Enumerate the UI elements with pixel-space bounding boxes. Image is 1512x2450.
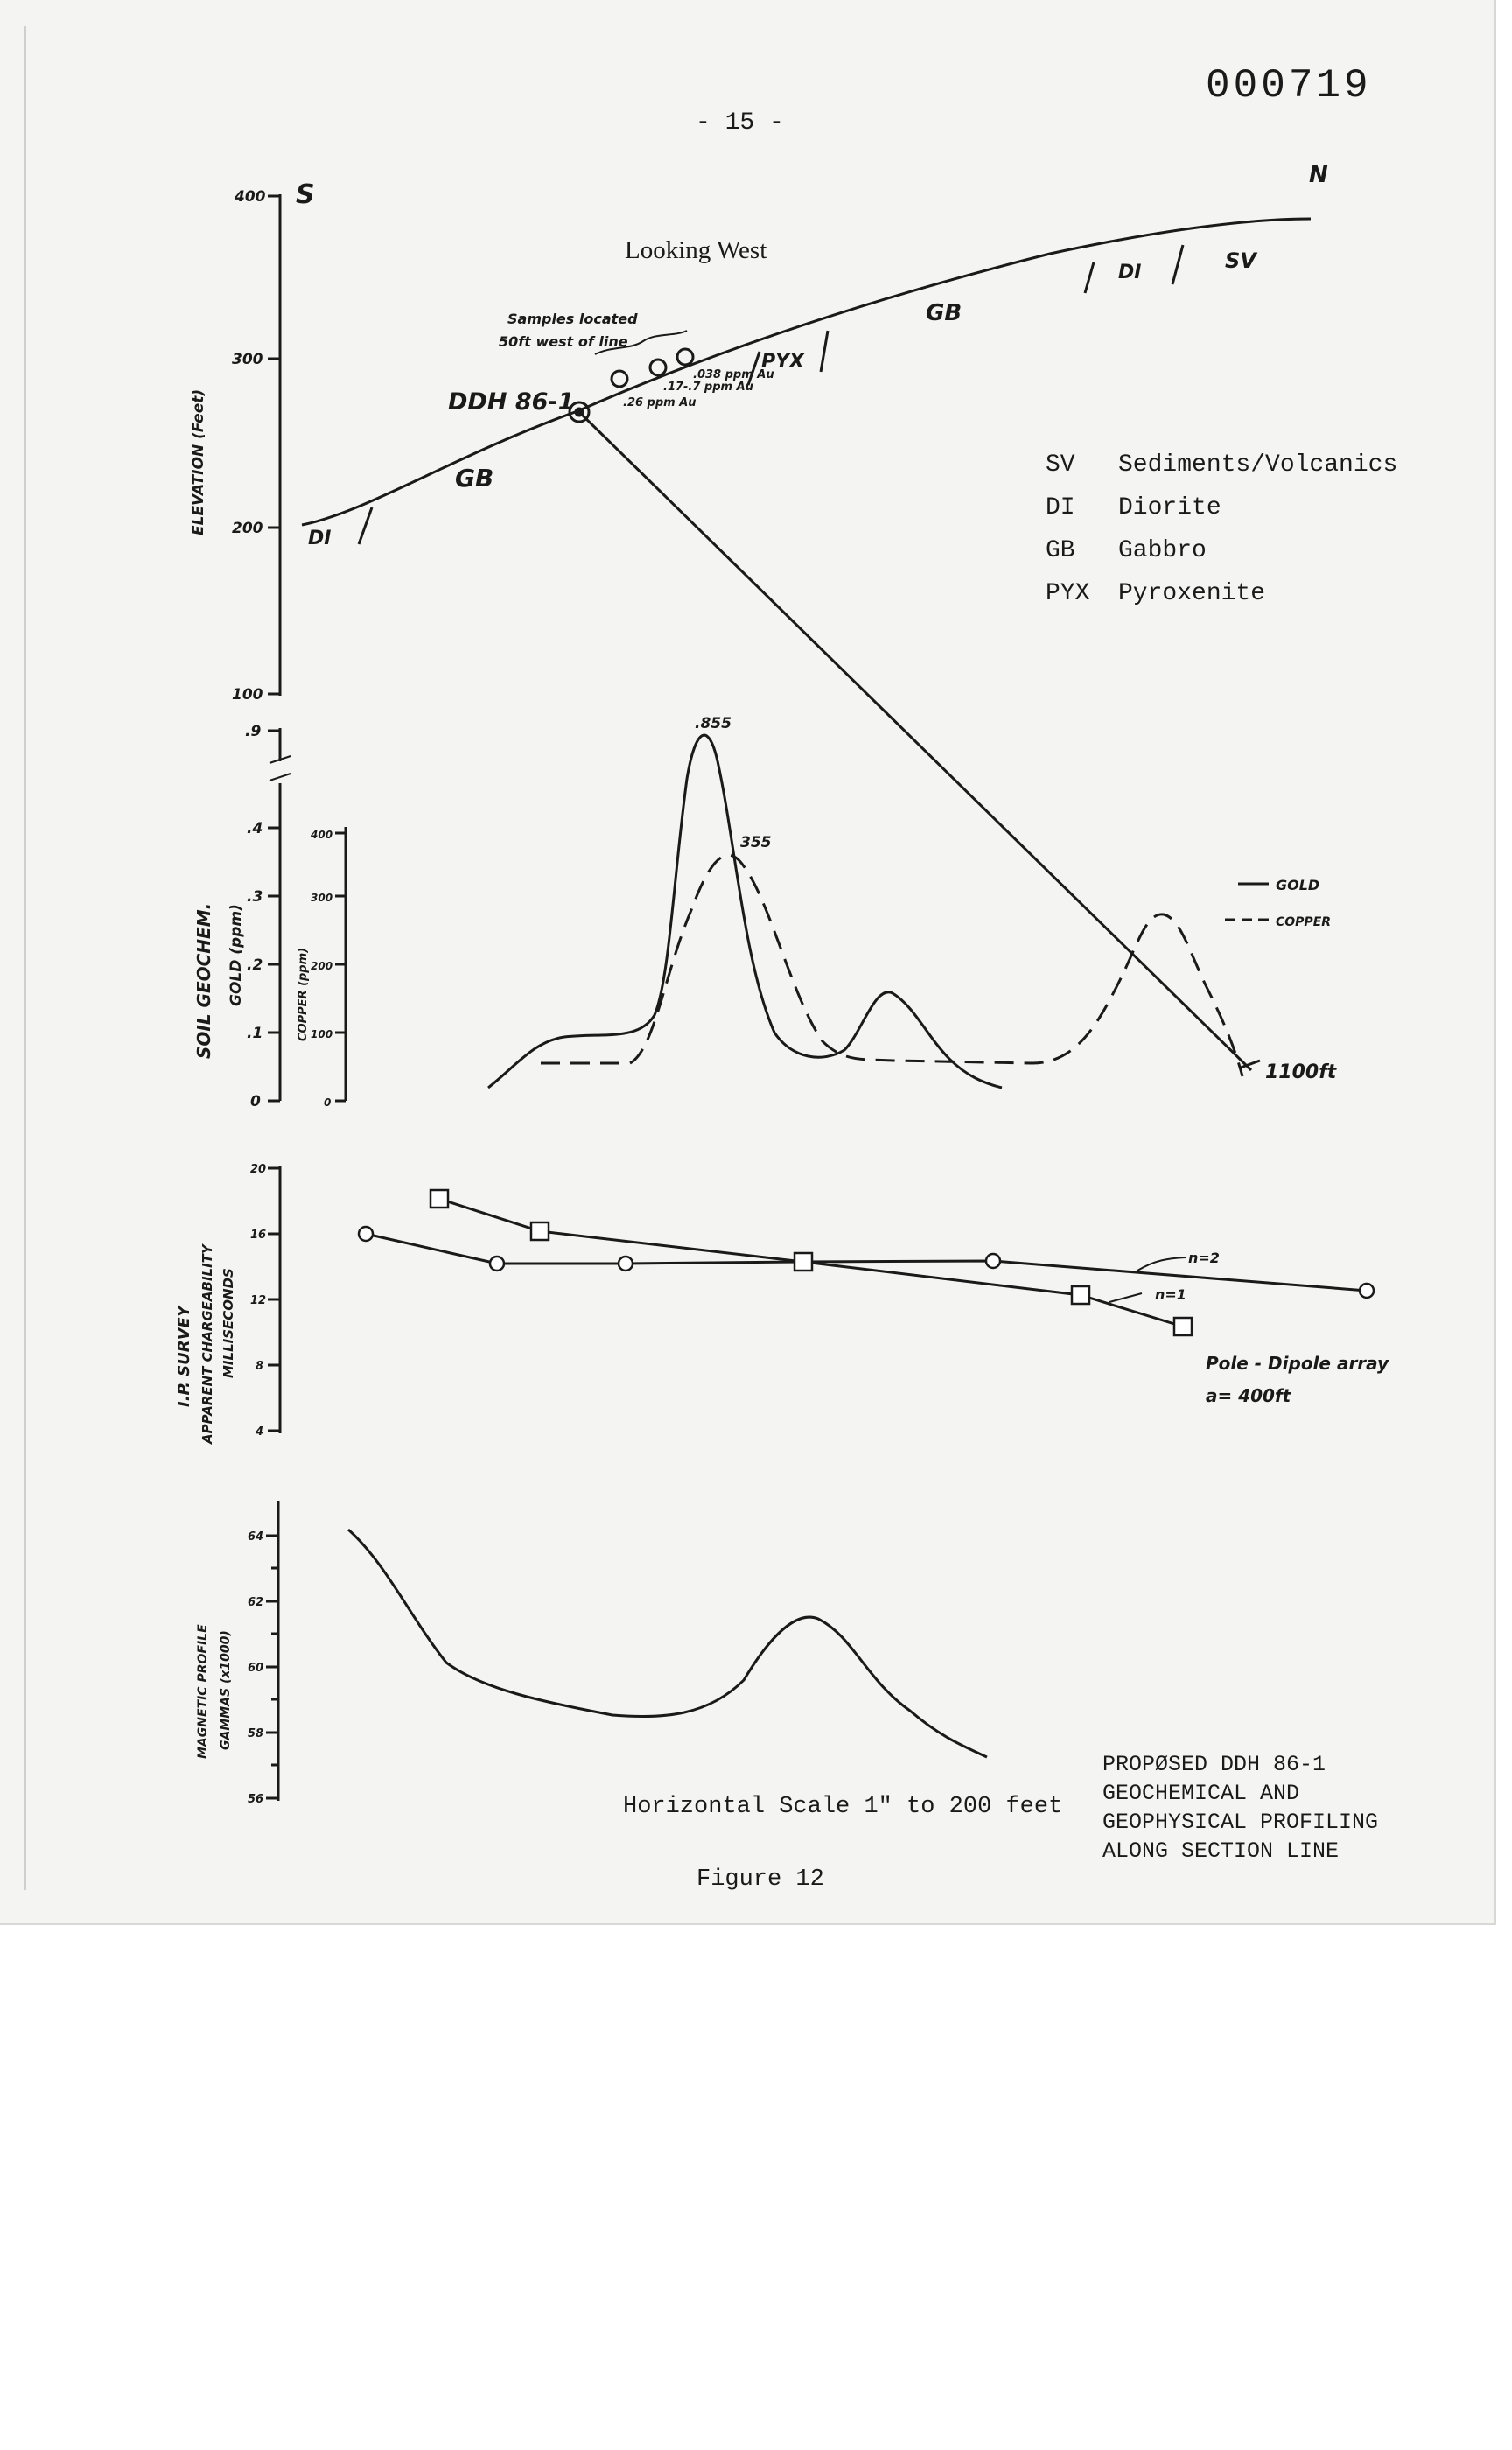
ip-n2-point (490, 1256, 504, 1270)
ip-survey-series (359, 1190, 1374, 1335)
unit-label: DI (1118, 262, 1142, 284)
contact (821, 331, 828, 372)
copper-axis-label: COPPER (ppm) (297, 947, 310, 1041)
soil-title: SOIL GEOCHEM. (193, 902, 214, 1059)
gold-tick-label: .1 (247, 1025, 263, 1042)
collar-marker-inner (576, 409, 583, 416)
legend-name: Gabbro (1118, 537, 1207, 564)
n1-pointer (1110, 1293, 1142, 1302)
ip-n2-point (986, 1254, 1000, 1268)
ip-tick-label: 8 (256, 1360, 264, 1373)
mag-tick-label: 60 (248, 1662, 264, 1675)
copper-tick-label: 300 (311, 892, 333, 904)
axis-break (270, 756, 290, 780)
ground-surface (302, 219, 1311, 525)
ip-survey-labels (175, 1163, 1390, 1445)
copper-tick-label: 100 (311, 1028, 333, 1040)
ip-n1-point (1174, 1318, 1192, 1335)
sample-marker (650, 360, 666, 375)
page-number: - 15 - (696, 109, 784, 136)
legend-copper-label: COPPER (1276, 915, 1332, 929)
gold-tick-label: .9 (245, 723, 262, 740)
legend-name: Diorite (1118, 494, 1222, 522)
array-spacing: a= 400ft (1206, 1385, 1292, 1406)
mag-tick-label: 58 (248, 1727, 264, 1740)
mag-y-label: GAMMAS (x1000) (219, 1630, 233, 1750)
mag-tick-label: 64 (248, 1530, 264, 1544)
samples-note: 50ft west of line (499, 333, 628, 350)
section-y-label: ELEVATION (Feet) (190, 388, 207, 536)
gold-peak-label: .855 (695, 715, 732, 732)
magnetic-labels (196, 1530, 263, 1806)
view-label: Looking West (625, 236, 767, 264)
ip-n2-point (619, 1256, 633, 1270)
gold-tick-label: .4 (247, 820, 263, 837)
ip-n1-point (1072, 1286, 1089, 1304)
copper-series-line (541, 855, 1242, 1076)
ip-tick-label: 16 (250, 1228, 267, 1242)
unit-label: PYX (761, 351, 805, 373)
ip-y-label: MILLISECONDS (220, 1268, 236, 1378)
copper-tick-label: 200 (311, 960, 333, 972)
caption-line: GEOCHEMICAL AND (1102, 1781, 1300, 1806)
drill-hole-trace (579, 412, 1251, 1070)
drill-hole-label: DDH 86-1 (448, 388, 575, 416)
sample-value: .26 ppm Au (623, 396, 696, 410)
section-tick-label: 100 (232, 686, 263, 704)
soil-geochem-series (488, 735, 1269, 1088)
array-note: Pole - Dipole array (1206, 1353, 1390, 1374)
ip-tick-label: 20 (250, 1163, 267, 1176)
samples-note: Samples located (508, 311, 638, 327)
section-tick-label: 300 (232, 351, 263, 368)
ip-y-label: APPARENT CHARGEABILITY (200, 1244, 215, 1444)
mag-y-label: MAGNETIC PROFILE (196, 1624, 210, 1759)
unit-label: DI (308, 528, 332, 550)
section-tick-label: 200 (232, 520, 263, 537)
cross-section-labels (190, 162, 1338, 1083)
legend-code: SV (1046, 452, 1075, 479)
gold-tick-label: .3 (247, 888, 263, 906)
gold-series-line (488, 735, 1002, 1088)
legend-name: Sediments/Volcanics (1118, 452, 1398, 479)
caption-line: GEOPHYSICAL PROFILING (1102, 1810, 1379, 1835)
cross-section (268, 194, 1311, 1070)
contact (359, 508, 372, 544)
soil-geochem-axes (268, 728, 346, 1101)
copper-tick-label: 400 (311, 829, 333, 841)
figure-label: Figure 12 (696, 1866, 824, 1893)
ip-n2-point (359, 1227, 373, 1241)
mag-tick-label: 62 (248, 1596, 264, 1609)
n1-label: n=1 (1155, 1286, 1186, 1303)
ip-n1-point (531, 1222, 549, 1240)
ip-n1-point (430, 1190, 448, 1208)
copper-peak-label: 355 (740, 834, 772, 851)
ip-n2-point (1360, 1284, 1374, 1298)
soil-geochem-labels (193, 715, 1331, 1110)
legend-code: DI (1046, 494, 1075, 522)
n2-pointer (1138, 1257, 1186, 1270)
legend-code: PYX (1046, 580, 1090, 607)
mag-tick-label: 56 (248, 1793, 264, 1806)
sample-marker (612, 371, 627, 387)
unit-label: GB (455, 464, 494, 493)
sample-value: .038 ppm Au (693, 368, 774, 382)
legend-code: GB (1046, 537, 1075, 564)
magnetic-series-line (348, 1530, 987, 1757)
magnetic-axes (266, 1501, 278, 1801)
ip-title: I.P. SURVEY (175, 1306, 193, 1407)
gold-axis-label: GOLD (ppm) (228, 904, 245, 1006)
sample-marker (677, 349, 693, 365)
north-label: N (1309, 162, 1328, 188)
ip-survey-axes (268, 1166, 1186, 1433)
contact (1172, 245, 1183, 284)
ip-tick-label: 4 (256, 1425, 264, 1438)
hole-end-label: 1100ft (1265, 1061, 1337, 1083)
south-label: S (296, 179, 315, 210)
ip-tick-label: 12 (250, 1294, 267, 1307)
gold-tick-label: .2 (247, 956, 263, 974)
legend-gold-label: GOLD (1276, 877, 1320, 893)
copper-tick-label: 0 (324, 1096, 332, 1109)
caption-line: ALONG SECTION LINE (1102, 1838, 1340, 1864)
unit-label: GB (926, 300, 962, 326)
section-tick-label: 400 (234, 188, 266, 206)
doc-number: 000719 (1206, 63, 1372, 108)
ip-n1-point (794, 1253, 812, 1270)
unit-label: SV (1225, 248, 1256, 273)
legend-name: Pyroxenite (1118, 580, 1266, 607)
scale-note: Horizontal Scale 1" to 200 feet (623, 1794, 1063, 1820)
caption-line: PROPØSED DDH 86-1 (1102, 1752, 1326, 1777)
gold-tick-label: 0 (250, 1093, 261, 1110)
sample-value: .17-.7 ppm Au (663, 381, 753, 394)
n2-label: n=2 (1188, 1250, 1220, 1266)
contact (1085, 262, 1094, 293)
